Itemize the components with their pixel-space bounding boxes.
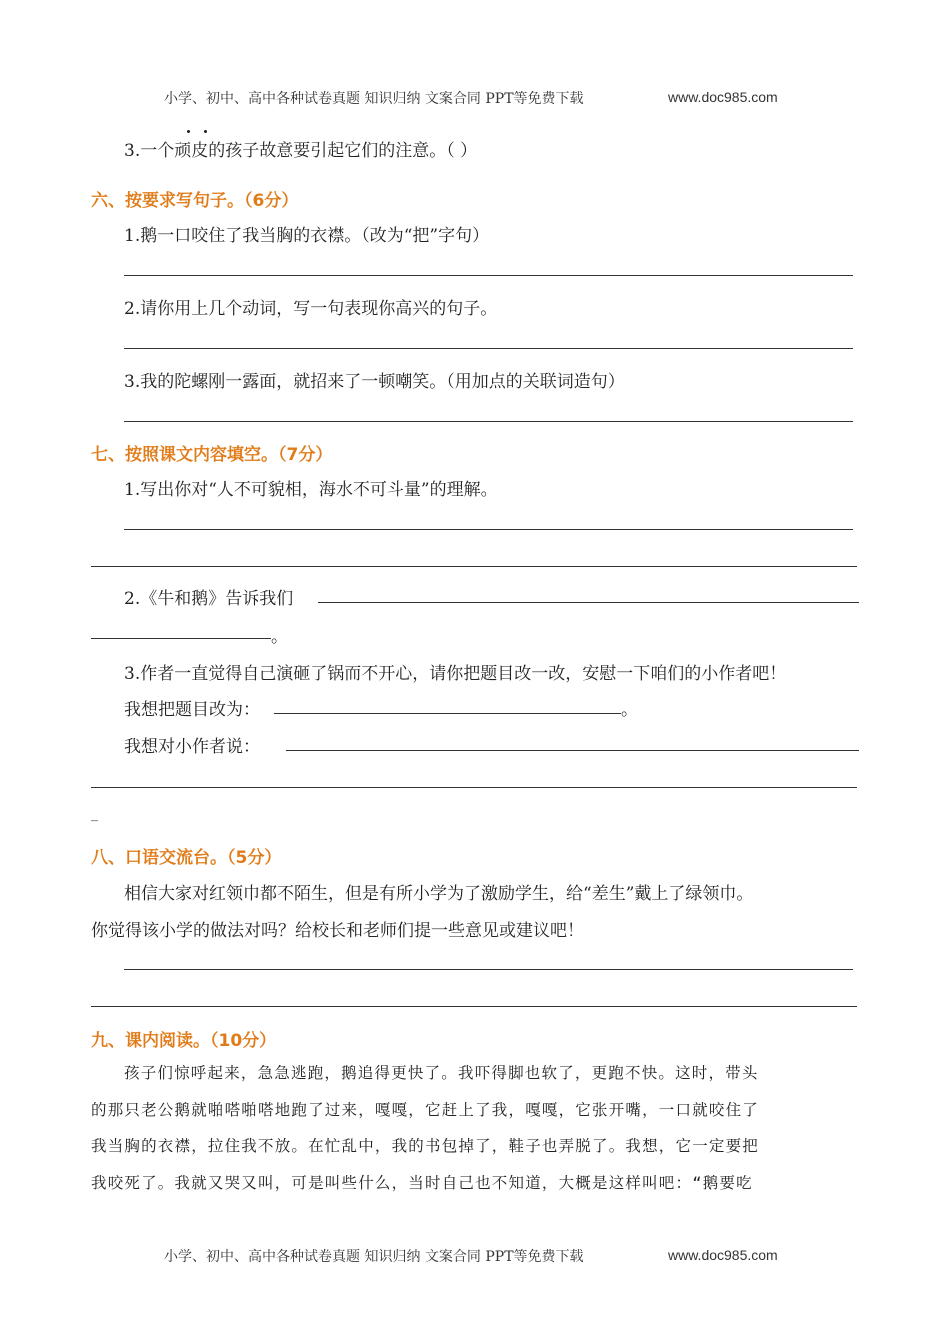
reading-line: 我咬死了。我就又哭又叫，可是叫些什么，当时自己也不知道，大概是这样叫吧：“鹅要吃 <box>91 1174 753 1192</box>
answer-line[interactable] <box>91 638 271 639</box>
section8-para-line1: 相信大家对红领巾都不陌生，但是有所小学为了激励学生，给“差生”戴上了绿领巾。 <box>124 884 754 904</box>
answer-line[interactable] <box>318 602 859 603</box>
reading-line: 我当胸的衣襟，拉住我不放。在忙乱中，我的书包掉了，鞋子也弄脱了。我想，它一定要把 <box>91 1137 760 1155</box>
footer-text: 小学、初中、高中各种试卷真题 知识归纳 文案合同 PPT等免费下载 <box>164 1249 584 1265</box>
section7-title: 七、按照课文内容填空。（7分） <box>91 445 333 465</box>
answer-line[interactable] <box>124 275 853 276</box>
answer-line[interactable] <box>286 750 859 751</box>
section7-item1: 1.写出你对“人不可貌相，海水不可斗量”的理解。 <box>124 480 498 500</box>
section6-item1: 1.鹅一口咬住了我当胸的衣襟。（改为“把”字句） <box>124 226 490 246</box>
answer-line[interactable] <box>91 787 857 788</box>
section9-title: 九、课内阅读。（10分） <box>91 1031 277 1051</box>
reading-line: 孩子们惊呼起来，急急逃跑，鹅追得更快了。我吓得脚也软了，更跑不快。这时，带头 <box>124 1064 759 1082</box>
section6-item3: 3.我的陀螺刚一露面，就招来了一顿嘲笑。（用加点的关联词造句） <box>124 372 625 392</box>
emphasis-dot <box>187 130 190 133</box>
section7-title-end: 。 <box>621 700 638 720</box>
answer-line[interactable] <box>124 529 853 530</box>
section7-item3: 3.作者一直觉得自己演砸了锅而不开心，请你把题目改一改，安慰一下咱们的小作者吧！ <box>124 664 787 684</box>
footer-url[interactable]: www.doc985.com <box>668 1247 778 1263</box>
q5-item3: 3.一个顽皮的孩子故意要引起它们的注意。（ ） <box>124 141 478 161</box>
answer-line[interactable] <box>124 969 853 970</box>
section7-item2-label: 2.《牛和鹅》告诉我们 <box>124 589 294 609</box>
header-url[interactable]: www.doc985.com <box>668 89 778 105</box>
answer-line[interactable] <box>91 566 857 567</box>
header-text: 小学、初中、高中各种试卷真题 知识归纳 文案合同 PPT等免费下载 <box>164 91 584 107</box>
reading-line: 的那只老公鹅就啪嗒啪嗒地跑了过来，嘎嘎，它赶上了我，嘎嘎，它张开嘴，一口就咬住了 <box>91 1101 760 1119</box>
answer-line[interactable] <box>124 348 853 349</box>
section7-say-label: 我想对小作者说： <box>124 737 260 757</box>
section8-para-line2: 你觉得该小学的做法对吗？给校长和老师们提一些意见或建议吧！ <box>91 921 584 941</box>
section6-title: 六、按要求写句子。（6分） <box>91 191 299 211</box>
answer-line[interactable] <box>91 1006 857 1007</box>
answer-line[interactable] <box>124 421 853 422</box>
section8-title: 八、口语交流台。（5分） <box>91 848 282 868</box>
emphasis-dot <box>204 130 207 133</box>
section6-item2: 2.请你用上几个动词，写一句表现你高兴的句子。 <box>124 299 498 319</box>
stray-mark: _ <box>91 806 98 822</box>
section7-item2-end: 。 <box>271 627 288 647</box>
section7-title-label: 我想把题目改为： <box>124 700 260 720</box>
answer-line[interactable] <box>274 713 621 714</box>
